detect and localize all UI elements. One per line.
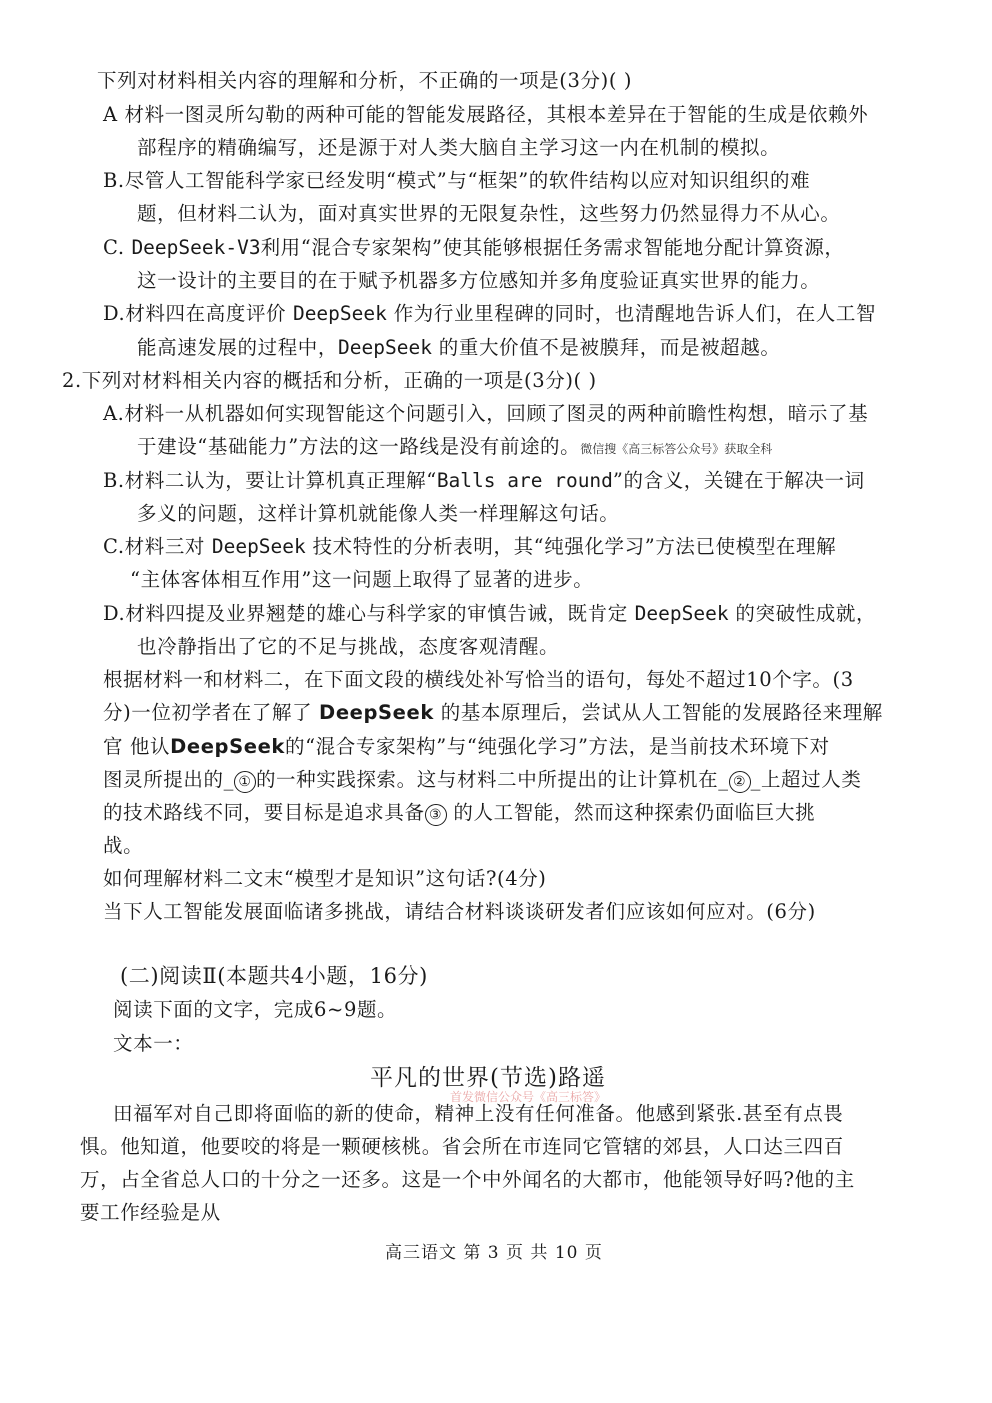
q2-option-c-line2: “主体客体相互作用”这一问题上取得了显著的进步。 [130, 568, 594, 591]
q1-option-c-text: 利用“混合专家架构”使其能够根据任务需求智能地分配计算资源， [260, 236, 845, 259]
blank-marker-1: ① [234, 771, 256, 793]
q2-option-c-deepseek: DeepSeek [211, 535, 306, 558]
q3-line3 [103, 732, 830, 762]
section2-text-label: 文本一： [113, 1032, 194, 1055]
page-footer: 高三语文 第 3 页 共 10 页 [385, 1243, 603, 1263]
blank-marker-3: ③ [425, 804, 447, 826]
q1-option-d-line2 [137, 333, 780, 363]
q3-text9: 的人工智能，然而这种探索仍面临巨大挑 [446, 801, 816, 824]
q2-option-a-text: 于建设“基础能力”方法的这一路线是没有前途的。 [137, 435, 581, 458]
inline-watermark: 微信搜《高三标答公众号》获取全科 [580, 442, 773, 456]
q1-option-c-line2: 这一设计的主要目的在于赋予机器多方位感知并多角度验证真实世界的能力。 [137, 269, 821, 292]
q2-option-c-line1 [103, 532, 836, 562]
q3-line4 [103, 765, 861, 795]
q2-option-a-line2 [137, 432, 772, 464]
q3-text8: 的技术路线不同，要目标是追求具备 [103, 801, 425, 824]
q1-stem: 下列对材料相关内容的理解和分析，不正确的一项是(3分)( ) [97, 69, 633, 92]
q1-option-d-text3: 能高速发展的过程中， [137, 336, 339, 359]
q1-option-b-line1: B.尽管人工智能科学家已经发明“模式”与“框架”的软件结构以应对知识组织的难 [103, 169, 811, 192]
q3-line6: 战。 [103, 834, 144, 857]
q3-text6: 的一种实践探索。这与材料二中所提出的让计算机在_ [255, 768, 729, 791]
q2-option-b-text1: B.材料二认为，要让计算机真正理解“ [103, 469, 437, 492]
q1-option-c-line1 [103, 233, 845, 263]
section2-heading: (二)阅读Ⅱ(本题共4小题，16分) [120, 964, 428, 988]
q4-text: 如何理解材料二文末“模型才是知识”这句话?(4分) [103, 867, 547, 890]
q3-deepseek-bold2: DeepSeek [170, 735, 285, 758]
q2-option-d-text2: 的突破性成就， [735, 602, 877, 625]
title-watermark: 首发微信公众号《高三标答》 [450, 1090, 607, 1104]
q2-option-b-english: Balls are round [436, 469, 613, 492]
q1-option-a-line1: A 材料一图灵所勾勒的两种可能的智能发展路径，其根本差异在于智能的生成是依赖外 [103, 103, 869, 126]
q2-option-b-line2: 多义的问题，这样计算机就能像人类一样理解这句话。 [137, 502, 620, 525]
q3-text4: 的“混合专家架构”与“纯强化学习”方法，是当前技术环境下对 [284, 735, 830, 758]
q3-line1: 根据材料一和材料二，在下面文段的横线处补写恰当的语句，每处不超过10个字。(3 [103, 668, 854, 691]
q1-option-d-deepseek: DeepSeek [292, 302, 387, 325]
q2-option-d-line2: 也冷静指出了它的不足与挑战，态度客观清醒。 [137, 635, 560, 658]
q1-option-c-deepseek-v3: DeepSeek-V3 [131, 236, 261, 259]
q1-option-d-text4: 的重大价值不是被膜拜，而是被超越。 [438, 336, 781, 359]
q3-text7: _上超过人类 [750, 768, 862, 791]
q2-option-c-text2: 技术特性的分析表明，其“纯强化学习”方法已使模型在理解 [312, 535, 837, 558]
passage-line3: 万，占全省总人口的十分之一还多。这是一个中外闻名的大都市，他能领导好吗?他的主 [80, 1168, 855, 1191]
q1-option-b-line2: 题，但材料二认为，面对真实世界的无限复杂性，这些努力仍然显得力不从心。 [137, 202, 841, 225]
q2-option-d-deepseek: DeepSeek [634, 602, 729, 625]
q2-stem: 2.下列对材料相关内容的概括和分析，正确的一项是(3分)( ) [62, 369, 597, 392]
q2-option-d-text1: D.材料四提及业界翘楚的雄心与科学家的审慎告诫，既肯定 [103, 602, 628, 625]
q2-option-b-line1 [103, 466, 865, 496]
section2-instruction: 阅读下面的文字，完成6~9题。 [113, 998, 398, 1021]
q2-option-d-line1 [103, 599, 876, 629]
blank-marker-2: ② [729, 771, 751, 793]
q3-deepseek-bold: DeepSeek [319, 701, 434, 724]
q1-option-c-label: C. [103, 236, 125, 259]
q3-text5: 图灵所提出的_ [103, 768, 234, 791]
q1-option-d-text2: 作为行业里程碑的同时，也清醒地告诉人们，在人工智 [393, 302, 877, 325]
q2-option-b-text2: ”的含义，关键在于解决一词 [612, 469, 865, 492]
q1-option-d-text1: D.材料四在高度评价 [103, 302, 287, 325]
q1-option-d-line1 [103, 299, 876, 329]
q3-line5 [103, 798, 815, 828]
passage-title: 平凡的世界(节选)路遥 [370, 1065, 606, 1091]
passage-line1: 田福军对自己即将面临的新的使命，精神上没有任何准备。他感到紧张.甚至有点畏 [113, 1102, 844, 1125]
passage-line4: 要工作经验是从 [80, 1201, 221, 1224]
q2-option-c-text1: C.材料三对 [103, 535, 206, 558]
q1-option-d-deepseek2: DeepSeek [338, 336, 432, 359]
q5-text: 当下人工智能发展面临诸多挑战，请结合材料谈谈研发者们应该如何应对。(6分) [103, 900, 816, 923]
q3-line2 [103, 698, 883, 728]
q3-text2: 的基本原理后，尝试从人工智能的发展路径来理解 [440, 701, 883, 724]
passage-line2: 惧。他知道，他要咬的将是一颗硬核桃。省会所在市连同它管辖的郊县，人口达三四百 [80, 1135, 844, 1158]
q3-text3: 官 他认 [103, 735, 171, 758]
q3-text1: 分)一位初学者在了解了 [103, 701, 313, 724]
q1-option-a-line2: 部程序的精确编写，还是源于对人类大脑自主学习这一内在机制的模拟。 [137, 136, 781, 159]
q2-option-a-line1: A.材料一从机器如何实现智能这个问题引入，回顾了图灵的两种前瞻性构想，暗示了基 [103, 402, 869, 425]
